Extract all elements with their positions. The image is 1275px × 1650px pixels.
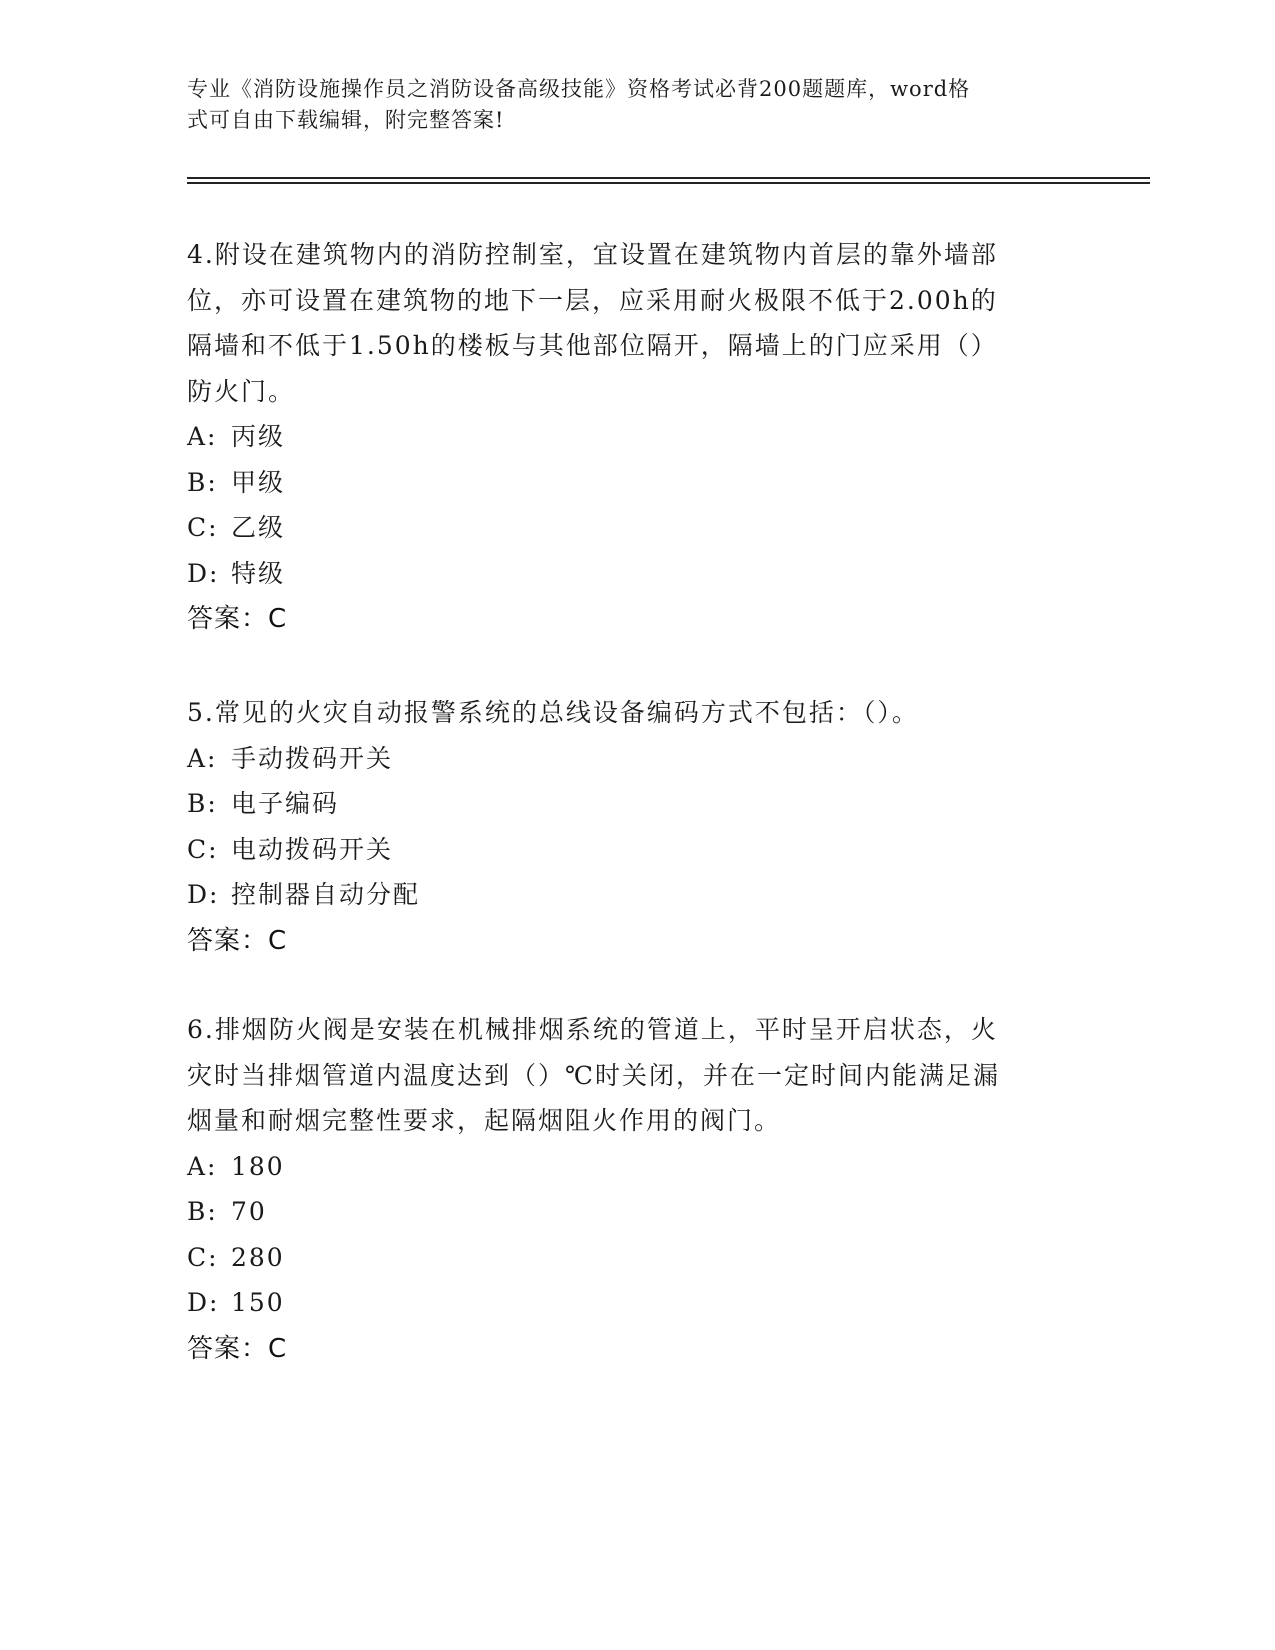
option-a [187, 1144, 1067, 1190]
option-c [187, 1235, 1067, 1281]
option-text: 280 [231, 1242, 285, 1272]
question-stem-line: 5.常见的火灾自动报警系统的总线设备编码方式不包括：（）。 [187, 698, 919, 727]
question-stem-line: 6.排烟防火阀是安装在机械排烟系统的管道上，平时呈开启状态，火 [187, 1015, 998, 1044]
question-stem [187, 1007, 1067, 1144]
option-key: C: [187, 513, 219, 542]
option-text: 150 [231, 1288, 285, 1317]
option-key: A: [187, 1151, 218, 1181]
question-stem-line: 隔墙和不低于1.50h的楼板与其他部位隔开，隔墙上的门应采用（） [187, 331, 998, 360]
option-key: B: [187, 467, 218, 497]
option-key: D: [187, 880, 220, 909]
option-text: 特级 [231, 558, 286, 588]
option-b [187, 460, 1067, 506]
question-stem-line: 位，亦可设置在建筑物的地下一层，应采用耐火极限不低于2.00h的 [187, 285, 998, 315]
option-d [187, 872, 1067, 918]
option-text: 180 [231, 1151, 285, 1181]
option-text: 乙级 [231, 513, 286, 542]
option-d [187, 1280, 1067, 1326]
option-key: C: [187, 834, 219, 864]
header-title-line-2: 式可自由下载编辑，附完整答案! [187, 108, 505, 132]
question-5 [187, 690, 1067, 964]
option-key: D: [187, 1288, 220, 1317]
option-a [187, 414, 1067, 460]
option-text: 控制器自动分配 [231, 880, 421, 909]
option-key: D: [187, 558, 220, 588]
answer-line: 答案：C [187, 1333, 288, 1364]
option-text: 70 [231, 1197, 267, 1226]
header-divider-top [187, 177, 1150, 179]
option-key: A: [187, 422, 218, 451]
answer-line: 答案：C [187, 925, 288, 956]
option-b [187, 781, 1067, 827]
header-divider-bottom [187, 182, 1150, 184]
option-key: A: [187, 743, 218, 773]
question-stem [187, 690, 1067, 736]
answer-line: 答案：C [187, 604, 288, 634]
document-header [187, 74, 1067, 136]
question-stem-line: 烟量和耐烟完整性要求，起隔烟阻火作用的阀门。 [187, 1106, 782, 1135]
option-text: 手动拨码开关 [231, 743, 394, 773]
header-title-line-1: 专业《消防设施操作员之消防设备高级技能》资格考试必背200题题库，word格 [187, 77, 971, 101]
option-d [187, 551, 1067, 597]
question-stem [187, 232, 1067, 414]
question-stem-line: 4.附设在建筑物内的消防控制室，宜设置在建筑物内首层的靠外墙部 [187, 240, 998, 269]
question-stem-line: 灾时当排烟管道内温度达到（）℃时关闭，并在一定时间内能满足漏 [187, 1060, 1000, 1090]
option-c [187, 505, 1067, 551]
option-text: 甲级 [231, 467, 286, 497]
question-stem-line: 防火门。 [187, 376, 296, 406]
option-a [187, 736, 1067, 782]
option-c [187, 827, 1067, 873]
question-6 [187, 1007, 1067, 1372]
option-key: B: [187, 1197, 218, 1226]
option-text: 电动拨码开关 [231, 834, 394, 864]
option-text: 电子编码 [231, 789, 340, 818]
option-key: C: [187, 1242, 219, 1272]
option-b [187, 1189, 1067, 1235]
option-text: 丙级 [231, 422, 286, 451]
option-key: B: [187, 789, 218, 818]
question-4 [187, 232, 1067, 642]
